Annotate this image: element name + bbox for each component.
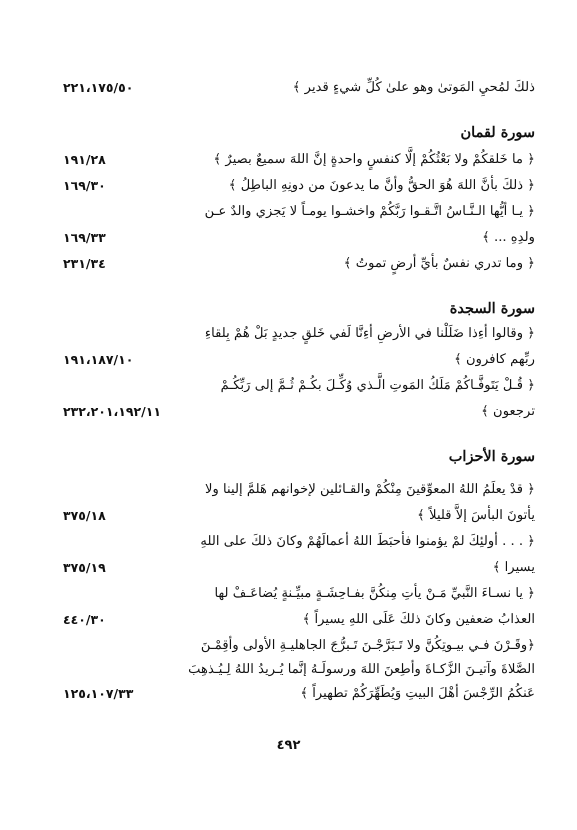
surah-heading: سورة السجدة <box>449 300 535 317</box>
page-reference: ٣٧٥/١٨ <box>63 508 106 523</box>
verse-line <box>63 200 535 224</box>
verse-line <box>63 682 535 706</box>
verse-line <box>63 658 535 682</box>
verse-text: عَنكُمُ الرِّجْسَ أهْلَ البيتِ وَيُطَهِّرَكُمْ تطهيراً ﴾ <box>300 686 535 701</box>
page-reference: ١٦٩/٣٠ <box>63 178 106 193</box>
page-number: ٤٩٢ <box>276 738 301 753</box>
page-reference: ٢٢١،١٧٥/٥٠ <box>63 80 134 95</box>
verse-text: ﴿ يا نسـاءَ النَّبيِّ مَـنْ يأتِ مِنكُنَّ بفـاحِشَـةٍ مبيِّـنةٍ يُضاعَـفْ لها <box>214 586 535 601</box>
verse-text: ﴿ ما خَلقكُمْ ولا بَعْثُكُمْ إلَّا كنفسٍ واحدةٍ إنَّ اللهَ سميعٌ بصيرٌ ﴾ <box>213 152 535 167</box>
verse-text: ﴿ ذلكَ بأنَّ اللهَ هُوَ الحقُّ وأنَّ ما يدعونَ من دونِهِ الباطِلُ ﴾ <box>228 178 535 193</box>
verse-line <box>63 400 535 424</box>
surah-heading: سورة الأحزاب <box>448 448 535 465</box>
verse-line <box>63 582 535 606</box>
verse-text: ﴿ قدْ يعلَمُ اللهُ المعوِّقينَ مِنْكُمْ والقـائلين لإخوانهم هَلمَّ إلينا ولا <box>204 482 535 497</box>
page-reference: ١٩١،١٨٧/١٠ <box>63 352 134 367</box>
verse-text: ذلكَ لمُحيِ المَوتىٰ وهو علىٰ كُلِّ شيءٍ قدير ﴾ <box>292 80 535 95</box>
verse-text: ﴿ وما تدري نفسٌ بأيِّ أرضٍ تموتُ ﴾ <box>343 256 535 271</box>
verse-text: يسيرا ﴾ <box>492 560 535 575</box>
verse-text: الصَّلاةَ وآتيـنَ الزَّكـاةَ وأطِعنَ اللهَ ورسولَـهُ إنَّما يُـريدُ اللهُ لِـيُـذهِبَ <box>188 662 535 677</box>
verse-text: يأتونَ البأسَ إلاَّ قليلاً ﴾ <box>417 508 535 523</box>
verse-text: العذابُ ضعفين وكانَ ذلكَ عَلَى اللهِ يسيراً ﴾ <box>302 612 535 627</box>
verse-line <box>63 252 535 276</box>
verse-line <box>63 174 535 198</box>
page-reference: ٢٣١/٣٤ <box>63 256 106 271</box>
verse-line <box>63 608 535 632</box>
verse-text: ربِّهم كافرون ﴾ <box>454 352 535 367</box>
page-reference: ١٩١/٢٨ <box>63 152 106 167</box>
verse-line <box>63 226 535 250</box>
verse-text: ولدِهِ ... ﴾ <box>482 230 535 245</box>
verse-text: ﴿وقَـرْنَ فـي بيـوتِكُنَّ ولا تَـبَرَّجْـنَ تَـبرُّجَ الجاهليـةِ الأولى وأقِمْـنَ <box>200 638 535 653</box>
verse-text: ﴿ قُـلْ يَتَوفَّـاكُمْ مَلَكُ المَوتِ الَّـذي وُكِّـلَ بكُـمْ ثُـمَّ إلى رَبِّكُـمْ <box>220 378 535 393</box>
page-reference: ٣٧٥/١٩ <box>63 560 106 575</box>
verse-line <box>63 634 535 658</box>
page-reference: ٤٤٠/٣٠ <box>63 612 106 627</box>
verse-line <box>63 530 535 554</box>
page-reference: ١٢٥،١٠٧/٣٣ <box>63 686 134 701</box>
verse-line <box>63 348 535 372</box>
verse-line <box>63 504 535 528</box>
page-reference: ١٦٩/٣٣ <box>63 230 106 245</box>
surah-heading: سورة لقمان <box>460 124 535 141</box>
verse-text: ﴿ . . . أولئِكَ لمْ يؤمنوا فأحبَطَ اللهُ أعمالَهُمْ وكانَ ذلكَ على اللهِ <box>200 534 535 549</box>
verse-text: ﴿ يـا أيُّها الـنَّـاسُ اتَّـقـوا رَبَّكُمْ واخشـوا يومـاً لا يَجزي والدٌ عـن <box>204 204 535 219</box>
page-reference: ٢٣٢،٢٠١،١٩٢/١١ <box>63 404 161 419</box>
verse-line <box>63 148 535 172</box>
verse-line <box>63 322 535 346</box>
verse-line <box>63 556 535 580</box>
verse-line <box>63 374 535 398</box>
verse-text: ﴿ وقالوا أءِذا ضَلَلْنا في الأرضِ أءِنَّا لَفي خَلقٍ جديدٍ بَلْ هُمْ بِلقاءِ <box>204 326 535 341</box>
verse-text: ترجعون ﴾ <box>481 404 535 419</box>
verse-line <box>63 478 535 502</box>
verse-line <box>63 76 535 100</box>
